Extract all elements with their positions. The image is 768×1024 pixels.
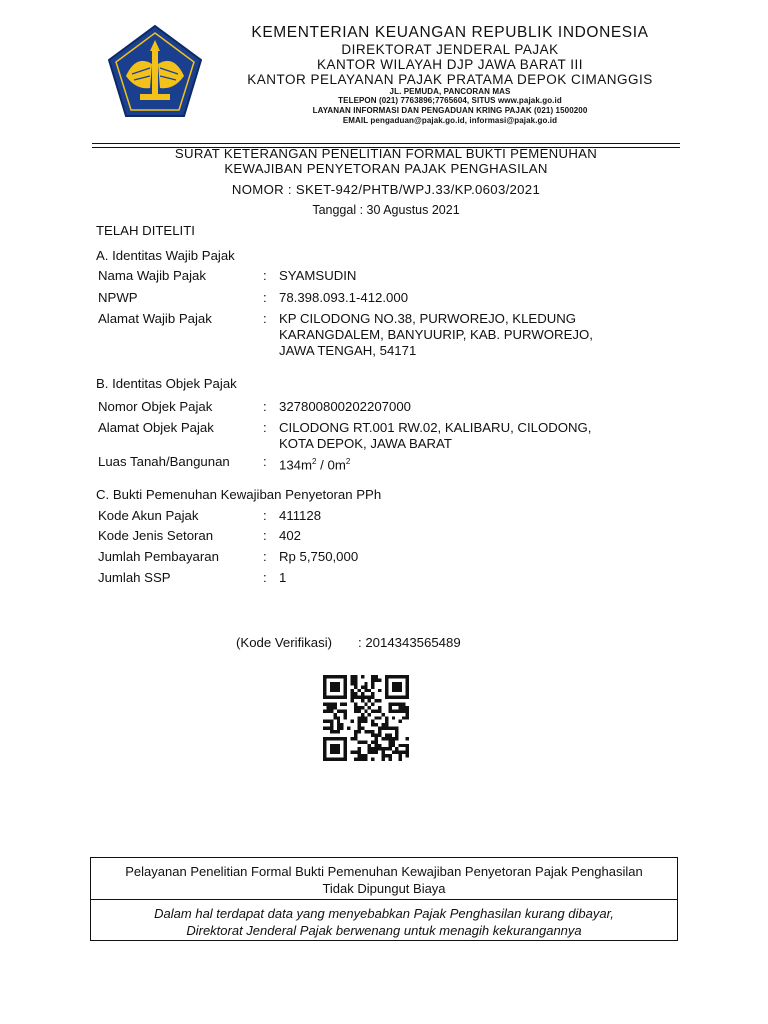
colon: : — [263, 570, 267, 585]
address-line: KP CILODONG NO.38, PURWOREJO, KLEDUNG — [279, 311, 577, 326]
land-building-area-label: Luas Tanah/Bangunan — [98, 454, 230, 469]
section-b-heading: B. Identitas Objek Pajak — [96, 376, 237, 391]
office-service-line: LAYANAN INFORMASI DAN PENGADUAN KRING PAJAK (021) 1500200 — [312, 106, 588, 115]
area-unit-exponent: 2 — [345, 457, 351, 466]
tax-account-code-label: Kode Akun Pajak — [98, 508, 199, 523]
payment-amount-value: Rp 5,750,000 — [279, 549, 359, 564]
area-unit: m — [301, 457, 313, 473]
address-line: JAWA TENGAH, 54171 — [279, 343, 417, 358]
object-address-label: Alamat Objek Pajak — [98, 420, 214, 435]
object-number-value: 327800800202207000 — [279, 399, 412, 414]
kemenkeu-logo-icon — [106, 24, 204, 120]
office-street: JL. PEMUDA, PANCORAN MAS — [389, 87, 511, 96]
colon: : — [263, 528, 267, 543]
office-email: EMAIL pengaduan@pajak.go.id, informasi@pajak.go.id — [342, 116, 558, 125]
doc-title-line1: SURAT KETERANGAN PENELITIAN FORMAL BUKTI PEMENUHAN — [174, 146, 598, 161]
taxpayer-name-value: SYAMSUDIN — [279, 268, 357, 283]
free-service-line1: Pelayanan Penelitian Formal Bukti Pemenuhan Kewajiban Penyetoran Pajak Penghasilan — [125, 864, 643, 879]
taxpayer-name-label: Nama Wajib Pajak — [98, 268, 206, 283]
examined-label: TELAH DITELITI — [96, 223, 195, 238]
office-phone: TELEPON (021) 7763896;7765604, SITUS www.pajak.go.id — [338, 96, 562, 105]
object-address-value — [279, 420, 591, 452]
ssp-count-label: Jumlah SSP — [98, 570, 171, 585]
area-unit: m — [334, 457, 346, 473]
doc-number: NOMOR : SKET-942/PHTB/WPJ.33/KP.0603/2021 — [231, 182, 541, 197]
ministry-name: KEMENTERIAN KEUANGAN REPUBLIK INDONESIA — [251, 24, 649, 41]
section-c-heading: C. Bukti Pemenuhan Kewajiban Penyetoran PPh — [96, 487, 382, 502]
doc-title-line2: KEWAJIBAN PENYETORAN PAJAK PENGHASILAN — [224, 161, 548, 176]
deposit-type-code-label: Kode Jenis Setoran — [98, 528, 214, 543]
colon: : — [263, 311, 267, 326]
verification-code-value: : 2014343565489 — [358, 635, 461, 650]
area-separator: / — [316, 457, 328, 473]
area-unit-exponent: 2 — [312, 457, 317, 466]
doc-date: Tanggal : 30 Agustus 2021 — [312, 203, 460, 217]
underpayment-line2: Direktorat Jenderal Pajak berwenang untuk menagih kekurangannya — [186, 923, 582, 938]
footer-notice-box — [90, 857, 678, 941]
taxpayer-address-label: Alamat Wajib Pajak — [98, 311, 212, 326]
land-area: 134 — [279, 457, 302, 473]
land-building-area-value — [279, 454, 350, 473]
regional-office-name: KANTOR WILAYAH DJP JAWA BARAT III — [316, 57, 584, 72]
colon: : — [263, 420, 267, 435]
underpayment-notice — [91, 901, 677, 940]
tax-office-name: KANTOR PELAYANAN PAJAK PRATAMA DEPOK CIMANGGIS — [247, 72, 653, 87]
qr-code-icon — [322, 675, 410, 761]
colon: : — [263, 454, 267, 469]
header-divider-thick — [92, 143, 680, 144]
verification-code-label: (Kode Verifikasi) — [236, 635, 333, 650]
ssp-count-value: 1 — [279, 570, 287, 585]
free-service-line2: Tidak Dipungut Biaya — [322, 881, 446, 896]
free-service-notice — [91, 858, 677, 900]
underpayment-line1: Dalam hal terdapat data yang menyebabkan Pajak Penghasilan kurang dibayar, — [154, 906, 614, 921]
section-a-heading: A. Identitas Wajib Pajak — [96, 248, 235, 263]
colon: : — [263, 399, 267, 414]
payment-amount-label: Jumlah Pembayaran — [98, 549, 219, 564]
colon: : — [263, 508, 267, 523]
directorate-name: DIREKTORAT JENDERAL PAJAK — [341, 42, 559, 57]
taxpayer-address-value — [279, 311, 593, 359]
colon: : — [263, 268, 267, 283]
colon: : — [263, 549, 267, 564]
tax-account-code-value: 411128 — [279, 508, 322, 523]
colon: : — [263, 290, 267, 305]
building-area: 0 — [327, 457, 335, 473]
object-number-label: Nomor Objek Pajak — [98, 399, 213, 414]
address-line: CILODONG RT.001 RW.02, KALIBARU, CILODONG, — [279, 420, 592, 435]
npwp-value: 78.398.093.1-412.000 — [279, 290, 409, 305]
address-line: KARANGDALEM, BANYUURIP, KAB. PURWOREJO, — [279, 327, 593, 342]
address-line: KOTA DEPOK, JAWA BARAT — [279, 436, 452, 451]
npwp-label: NPWP — [98, 290, 138, 305]
deposit-type-code-value: 402 — [279, 528, 302, 543]
